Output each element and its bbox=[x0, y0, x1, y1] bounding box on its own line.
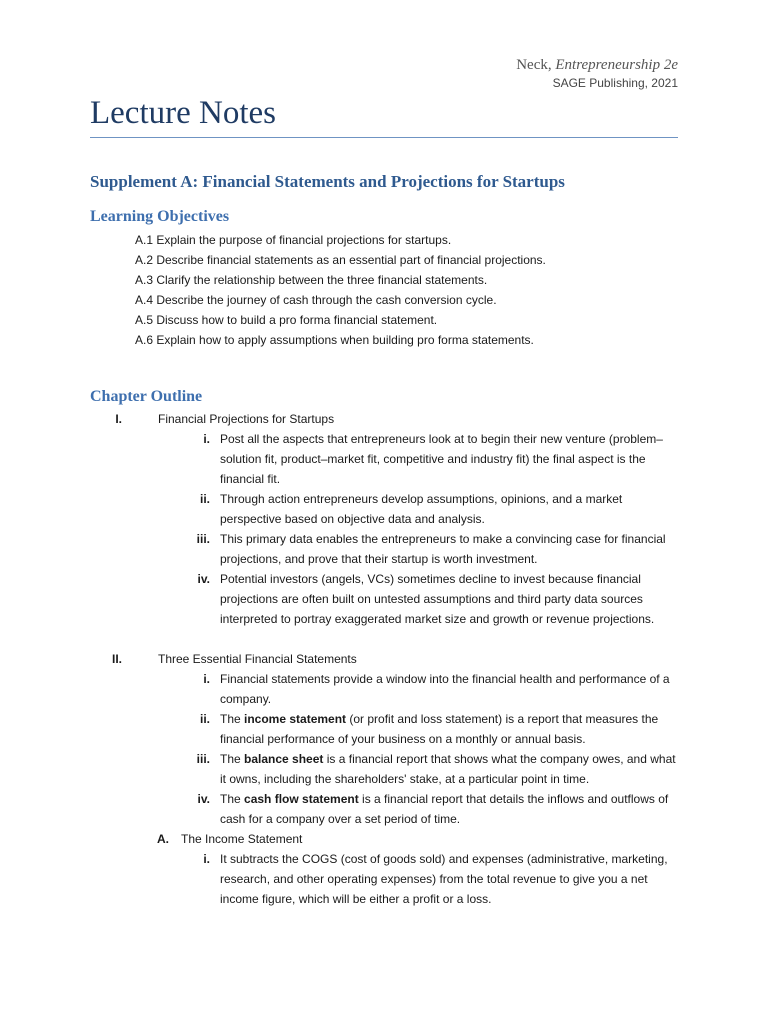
term-income-statement: income statement bbox=[244, 712, 347, 726]
item-text-pre: The bbox=[220, 792, 245, 806]
learning-objective-item: A.6 Explain how to apply assumptions when building pro forma statements. bbox=[135, 333, 534, 347]
header-author: Neck, bbox=[516, 57, 552, 73]
outline-item bbox=[90, 669, 690, 709]
section-title: Financial Projections for Startups bbox=[158, 412, 335, 426]
item-text bbox=[220, 709, 680, 749]
title-divider bbox=[90, 137, 678, 138]
outline-item bbox=[90, 429, 690, 489]
section-number: I. bbox=[115, 412, 122, 426]
item-text-post: is a financial report that shows what the company owes, and what it owns, including the shareholders' stake, at a particular point in time. bbox=[220, 752, 676, 786]
item-number: iv. bbox=[197, 572, 210, 586]
outline-item bbox=[90, 749, 690, 789]
section-items bbox=[90, 429, 690, 629]
header-book-title: Entrepreneurship 2e bbox=[555, 57, 678, 73]
document-body bbox=[90, 168, 690, 909]
item-number: ii. bbox=[199, 712, 210, 726]
header-author-line bbox=[516, 56, 678, 74]
subsection-items bbox=[90, 849, 690, 909]
chapter-outline-heading: Chapter Outline bbox=[90, 388, 203, 405]
learning-objective-item: A.5 Discuss how to build a pro forma financial statement. bbox=[135, 313, 438, 327]
item-text: It subtracts the COGS (cost of goods sold) and expenses (administrative, marketing, research, and other operating expenses) from the total revenue to give you a net income figure, which will be either a profit or a loss. bbox=[220, 852, 668, 906]
learning-objective-item: A.4 Describe the journey of cash through the cash conversion cycle. bbox=[135, 293, 497, 307]
item-number: i. bbox=[203, 432, 210, 446]
item-number: i. bbox=[203, 852, 210, 866]
header-publisher: SAGE Publishing, 2021 bbox=[552, 76, 678, 90]
item-text: Potential investors (angels, VCs) sometimes decline to invest because financial projections are often built on untested assumptions and third party data sources interpreted to portray exaggerated market size and growth or revenue projections. bbox=[220, 572, 655, 626]
section-title: Three Essential Financial Statements bbox=[158, 652, 357, 666]
chapter-outline bbox=[90, 409, 690, 909]
item-number: ii. bbox=[199, 492, 210, 506]
outline-item bbox=[90, 709, 690, 749]
outline-item bbox=[90, 489, 690, 529]
item-number: i. bbox=[203, 672, 210, 686]
section-items bbox=[90, 669, 690, 829]
subsection-title: The Income Statement bbox=[181, 832, 303, 846]
outline-item bbox=[90, 849, 690, 909]
outline-section bbox=[90, 409, 690, 429]
learning-objective-item: A.1 Explain the purpose of financial projections for startups. bbox=[135, 233, 452, 247]
item-number: iv. bbox=[197, 792, 210, 806]
section-spacer bbox=[90, 629, 690, 649]
item-text-post: (or profit and loss statement) is a report that measures the financial performance of your business on a monthly or annual basis. bbox=[220, 712, 659, 746]
subsection-letter: A. bbox=[157, 832, 169, 846]
outline-item bbox=[90, 789, 690, 829]
running-header bbox=[516, 56, 678, 91]
item-text-pre: The bbox=[220, 712, 245, 726]
learning-objectives-heading: Learning Objectives bbox=[90, 208, 230, 225]
outline-section bbox=[90, 649, 690, 669]
page-title: Lecture Notes bbox=[90, 95, 276, 131]
outline-item bbox=[90, 529, 690, 569]
item-text bbox=[220, 749, 680, 789]
outline-subsection bbox=[90, 829, 690, 849]
supplement-title: Supplement A: Financial Statements and Projections for Startups bbox=[90, 172, 565, 191]
item-text-pre: The bbox=[220, 752, 245, 766]
item-number: iii. bbox=[196, 532, 210, 546]
item-text: Financial statements provide a window into the financial health and performance of a company. bbox=[220, 672, 670, 706]
item-text bbox=[220, 789, 680, 829]
learning-objective-item: A.3 Clarify the relationship between the three financial statements. bbox=[135, 273, 488, 287]
learning-objective-item: A.2 Describe financial statements as an essential part of financial projections. bbox=[135, 253, 546, 267]
term-cash-flow-statement: cash flow statement bbox=[244, 792, 359, 806]
learning-objectives-list bbox=[90, 230, 690, 350]
item-text: This primary data enables the entrepreneurs to make a convincing case for financial projections, and prove that their startup is worth investment. bbox=[220, 532, 666, 566]
item-text: Through action entrepreneurs develop assumptions, opinions, and a market perspective based on objective data and analysis. bbox=[220, 492, 623, 526]
item-text-post: is a financial report that details the inflows and outflows of cash for a company over a set period of time. bbox=[220, 792, 669, 826]
item-number: iii. bbox=[196, 752, 210, 766]
item-text: Post all the aspects that entrepreneurs look at to begin their new venture (problem–solution fit, product–market fit, competitive and industry fit) the final aspect is the financial fit. bbox=[220, 432, 663, 486]
outline-item bbox=[90, 569, 690, 629]
section-number: II. bbox=[111, 652, 122, 666]
term-balance-sheet: balance sheet bbox=[244, 752, 324, 766]
